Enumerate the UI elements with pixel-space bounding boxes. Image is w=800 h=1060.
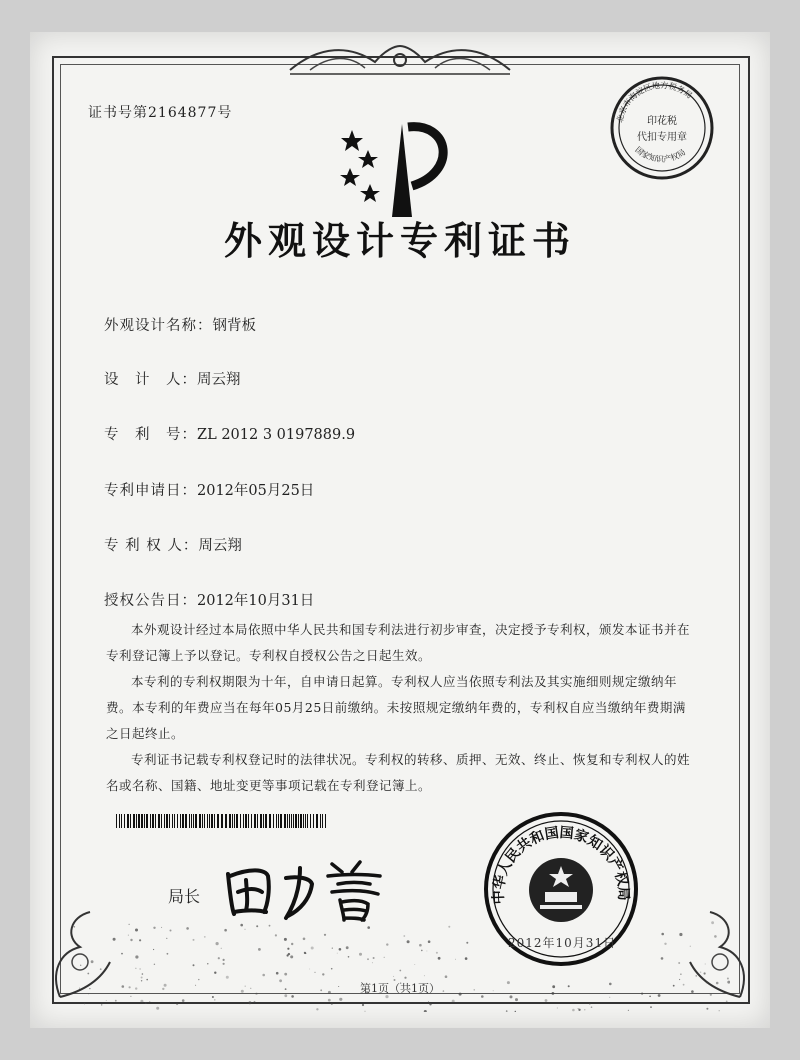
speckle-dot [429, 1003, 431, 1005]
barcode-bar [313, 814, 314, 828]
speckle-dot [324, 934, 326, 936]
speckle-dot [348, 956, 350, 958]
barcode-bar [300, 814, 302, 828]
speckle-dot [106, 1000, 107, 1001]
speckle-dot [135, 929, 138, 932]
speckle-dot [284, 973, 287, 976]
speckle-dot [428, 1001, 429, 1002]
speckle-dot [287, 948, 289, 950]
barcode-bar [144, 814, 145, 828]
barcode-bar [202, 814, 203, 828]
speckle-dot [135, 968, 136, 969]
barcode-bar [180, 814, 181, 828]
barcode-bar [119, 814, 120, 828]
speckle-dot [214, 972, 216, 974]
cnipa-logo-icon [330, 112, 460, 222]
speckle-dot [367, 958, 369, 960]
speckle-dot [719, 1010, 720, 1011]
barcode-bar [295, 814, 297, 828]
speckle-dot [207, 963, 208, 964]
speckle-dot [424, 1010, 427, 1012]
certificate-number: 证书号第2164877号 [88, 105, 233, 121]
barcode-bar [158, 814, 160, 828]
barcode-bar [164, 814, 165, 828]
speckle-dot [711, 921, 714, 924]
speckle-dot [84, 1003, 85, 1004]
speckle-dot [339, 998, 342, 1001]
speckle-dot [154, 964, 155, 965]
speckle-dot [170, 930, 172, 932]
barcode-bar [124, 814, 125, 828]
barcode-bar [280, 814, 282, 828]
barcode-bar [269, 814, 271, 828]
speckle-dot [212, 996, 214, 998]
speckle-dot [661, 933, 664, 936]
speckle-dot [135, 955, 138, 958]
speckle-dot [399, 970, 401, 972]
speckle-dot [419, 944, 422, 947]
speckle-dot [223, 963, 225, 965]
speckle-dot [166, 938, 167, 939]
director-label: 局长 [168, 887, 201, 906]
speckle-dot [589, 1003, 591, 1005]
speckle-dot [515, 998, 518, 1001]
field-label: 专 利 权 人： [104, 538, 199, 554]
speckle-dot [515, 1011, 516, 1012]
barcode-bar [152, 814, 154, 828]
field-label: 设 计 人： [104, 372, 197, 388]
barcode-bar [310, 814, 311, 828]
speckle-dot [584, 1009, 585, 1010]
speckle-dot [427, 951, 428, 952]
barcode-bar [209, 814, 210, 828]
speckle-dot [156, 1007, 159, 1010]
barcode-bar [276, 814, 277, 828]
field-value: 2012年05月25日 [197, 483, 315, 499]
speckle-dot [284, 938, 287, 941]
speckle-dot [159, 1003, 160, 1004]
speckle-dot [680, 974, 681, 975]
speckle-dot [557, 1008, 558, 1009]
speckle-dot [262, 974, 265, 977]
speckle-dot [121, 953, 123, 955]
speckle-dot [578, 1008, 579, 1009]
speckle-dot [224, 929, 227, 932]
speckle-dot [218, 957, 220, 959]
barcode-bar [150, 814, 151, 828]
speckle-dot [221, 948, 222, 949]
speckle-dot [700, 972, 701, 973]
speckle-dot [139, 939, 141, 941]
speckle-dot [414, 964, 415, 965]
speckle-dot [328, 999, 331, 1002]
speckle-dot [696, 975, 697, 976]
speckle-dot [322, 973, 324, 975]
barcode-bar [214, 814, 215, 828]
speckle-dot [193, 939, 195, 941]
barcode-bar [293, 814, 294, 828]
speckle-dot [254, 1001, 256, 1003]
speckle-dot [403, 935, 405, 937]
speckle-dot [153, 949, 154, 950]
speckle-dot [367, 926, 370, 929]
speckle-dot [436, 952, 438, 954]
speckle-dot [424, 975, 425, 976]
barcode-bar [217, 814, 219, 828]
speckle-dot [240, 924, 243, 927]
barcode-bar [243, 814, 244, 828]
barcode-bar [257, 814, 258, 828]
speckle-dot [290, 955, 293, 958]
barcode-bar [232, 814, 233, 828]
speckle-dot [428, 940, 431, 943]
barcode-bar [127, 814, 129, 828]
barcode-bar [236, 814, 238, 828]
speckle-dot [216, 942, 219, 945]
speckle-dot [223, 959, 225, 961]
speckle-dot [346, 946, 349, 949]
barcode-icon [116, 814, 326, 828]
speckle-dot [304, 952, 306, 954]
speckle-dot [455, 959, 456, 960]
speckle-dot [128, 935, 129, 936]
designer-field [104, 368, 241, 389]
speckle-dot [331, 968, 333, 970]
field-label: 专 利 号： [104, 427, 197, 443]
speckle-dot [407, 940, 410, 943]
speckle-dot [591, 1006, 593, 1008]
barcode-bar [251, 814, 252, 828]
speckle-dot [113, 938, 116, 941]
barcode-bar [133, 814, 135, 828]
certificate-paper [30, 32, 770, 1028]
barcode-bar [325, 814, 326, 828]
barcode-bar [193, 814, 194, 828]
speckle-dot [339, 948, 342, 951]
barcode-bar [155, 814, 156, 828]
barcode-bar [161, 814, 162, 828]
speckle-dot [249, 1003, 250, 1004]
barcode-bar [254, 814, 256, 828]
speckle-dot [609, 997, 610, 998]
speckle-dot [130, 939, 132, 941]
speckle-dot [678, 962, 680, 964]
speckle-dot [448, 926, 450, 928]
barcode-bar [146, 814, 148, 828]
grant-date-field [104, 589, 314, 610]
barcode-bar [263, 814, 264, 828]
speckle-dot [275, 934, 277, 936]
barcode-bar [204, 814, 205, 828]
barcode-bar [185, 814, 187, 828]
body-paragraph: 专利证书记载专利权登记时的法律状况。专利权的转移、质押、无效、终止、恢复和专利权人的姓名或名称、国籍、地址变更等事项记载在专利登记簿上。 [106, 752, 691, 793]
barcode-bar [211, 814, 213, 828]
speckle-dot [664, 943, 666, 945]
barcode-bar [199, 814, 201, 828]
speckle-dot [714, 935, 717, 938]
speckle-dot [578, 1009, 580, 1011]
speckle-dot [332, 948, 333, 949]
svg-text:印花税: 印花税 [647, 116, 677, 127]
barcode-bar [172, 814, 173, 828]
barcode-bar [116, 814, 117, 828]
speckle-dot [359, 953, 362, 956]
speckle-dot [365, 1011, 366, 1012]
svg-text:国家知识产权局: 国家知识产权局 [633, 145, 688, 164]
speckle-dot [506, 1010, 508, 1012]
barcode-bar [273, 814, 274, 828]
speckle-dot [214, 999, 215, 1000]
speckle-dot [100, 968, 102, 970]
speckle-dot [161, 927, 162, 928]
barcode-bar [177, 814, 178, 828]
speckle-dot [466, 942, 468, 944]
svg-text:代扣专用章: 代扣专用章 [637, 132, 687, 143]
speckle-dot [140, 1000, 143, 1003]
speckle-dot [142, 973, 144, 975]
barcode-bar [316, 814, 318, 828]
speckle-dot [145, 1002, 147, 1004]
barcode-bar [278, 814, 279, 828]
speckle-dot [650, 1006, 652, 1008]
barcode-bar [191, 814, 192, 828]
barcode-bar [240, 814, 241, 828]
barcode-bar [189, 814, 190, 828]
speckle-dot [153, 927, 155, 929]
barcode-bar [130, 814, 131, 828]
speckle-dot [258, 948, 261, 951]
speckle-dot [572, 1009, 575, 1012]
patentee-field [104, 534, 242, 555]
barcode-bar [291, 814, 292, 828]
barcode-bar [229, 814, 231, 828]
field-value: 周云翔 [197, 372, 241, 388]
design-name-field [104, 314, 256, 335]
speckle-dot [386, 943, 388, 945]
speckle-dot [245, 929, 246, 930]
barcode-bar [234, 814, 235, 828]
speckle-dot [167, 953, 169, 955]
svg-text:北京市海淀区地方税务局: 北京市海淀区地方税务局 [615, 80, 694, 124]
barcode-bar [195, 814, 197, 828]
barcode-bar [248, 814, 249, 828]
field-value: ZL 2012 3 0197889.9 [197, 427, 356, 443]
speckle-dot [141, 977, 143, 979]
page-number: 第1页（共1页） [360, 982, 440, 995]
speckle-dot [706, 1008, 708, 1010]
speckle-dot [337, 953, 338, 954]
barcode-bar [305, 814, 306, 828]
barcode-bar [138, 814, 140, 828]
barcode-bar [221, 814, 223, 828]
speckle-dot [393, 976, 394, 977]
speckle-dot [182, 999, 185, 1002]
barcode-bar [289, 814, 290, 828]
barcode-bar [265, 814, 267, 828]
barcode-bar [320, 814, 321, 828]
certificate-body [106, 617, 698, 799]
field-value: 钢背板 [212, 318, 256, 334]
field-label: 专利申请日： [104, 483, 197, 499]
certificate-title: 外观设计专利证书 [223, 218, 576, 263]
speckle-dot [193, 964, 195, 966]
speckle-dot [149, 1001, 150, 1002]
barcode-bar [307, 814, 308, 828]
svg-text:中华人民共和国国家知识产权局: 中华人民共和国国家知识产权局 [490, 824, 632, 905]
body-paragraph: 本外观设计经过本局依照中华人民共和国专利法进行初步审查，决定授予专利权，颁发本证书并在专利登记簿上予以登记。专利权自授权公告之日起生效。 [106, 622, 691, 663]
speckle-dot [679, 933, 682, 936]
speckle-dot [269, 925, 271, 927]
barcode-bar [136, 814, 137, 828]
speckle-dot [291, 943, 293, 945]
speckle-dot [256, 925, 258, 927]
speckle-dot [139, 968, 140, 969]
speckle-dot [204, 936, 206, 938]
speckle-dot [101, 1004, 102, 1005]
speckle-dot [287, 954, 289, 956]
application-date-field [104, 479, 314, 500]
barcode-bar [182, 814, 184, 828]
speckle-dot [545, 999, 548, 1002]
speckle-dot [726, 1001, 728, 1003]
speckle-dot [452, 1000, 455, 1003]
speckle-dot [316, 1008, 318, 1010]
speckle-dot [331, 1003, 333, 1005]
speckle-dot [311, 947, 314, 950]
barcode-bar [174, 814, 175, 828]
barcode-bar [245, 814, 247, 828]
speckle-dot [309, 969, 310, 970]
speckle-dot [186, 927, 189, 930]
barcode-bar [287, 814, 288, 828]
speckle-dot [115, 1000, 117, 1002]
speckle-dot [226, 976, 229, 979]
speckle-dot [661, 957, 664, 960]
field-label: 授权公告日： [104, 593, 197, 609]
speckle-dot [384, 957, 385, 958]
top-ornament-icon [280, 40, 520, 80]
speckle-dot [704, 972, 706, 974]
barcode-bar [303, 814, 304, 828]
speckle-dot [303, 938, 306, 941]
barcode-bar [207, 814, 208, 828]
barcode-bar [141, 814, 143, 828]
speckle-dot [74, 926, 76, 928]
speckle-dot [276, 972, 279, 975]
field-label: 外观设计名称： [104, 318, 213, 334]
barcode-bar [121, 814, 122, 828]
speckle-dot [176, 1003, 178, 1005]
patent-number-field [104, 423, 355, 444]
barcode-bar [284, 814, 286, 828]
speckle-dot [87, 973, 89, 975]
barcode-bar [322, 814, 323, 828]
speckle-dot [705, 964, 706, 965]
tax-stamp-icon [608, 74, 716, 182]
speckle-dot [445, 975, 448, 978]
speckle-dot [372, 962, 373, 963]
barcode-bar [166, 814, 168, 828]
field-value: 周云翔 [198, 538, 242, 554]
speckle-dot [373, 957, 375, 959]
speckle-dot [438, 957, 441, 960]
speckle-dot [314, 972, 315, 973]
field-value: 2012年10月31日 [197, 593, 315, 609]
seal-date: 2012年10月31日 [508, 936, 617, 950]
barcode-bar [169, 814, 170, 828]
barcode-bar [298, 814, 299, 828]
speckle-dot [465, 957, 468, 960]
speckle-dot [628, 1010, 629, 1011]
barcode-bar [260, 814, 262, 828]
speckle-dot [80, 965, 81, 966]
speckle-dot [91, 960, 94, 963]
speckle-dot [362, 1004, 364, 1006]
speckle-dot [421, 950, 423, 952]
body-paragraph: 本专利的专利权期限为十年，自申请日起算。专利权人应当依照专利法及其实施细则规定缴纳年费。本专利的年费应当在每年05月25日前缴纳。未按照规定缴纳年费的，专利权自应当缴纳年费期满之日起终止。 [106, 674, 686, 741]
speckle-dot [690, 946, 691, 947]
barcode-bar [225, 814, 227, 828]
speckle-dot [404, 977, 406, 979]
speckle-dot [129, 924, 130, 925]
